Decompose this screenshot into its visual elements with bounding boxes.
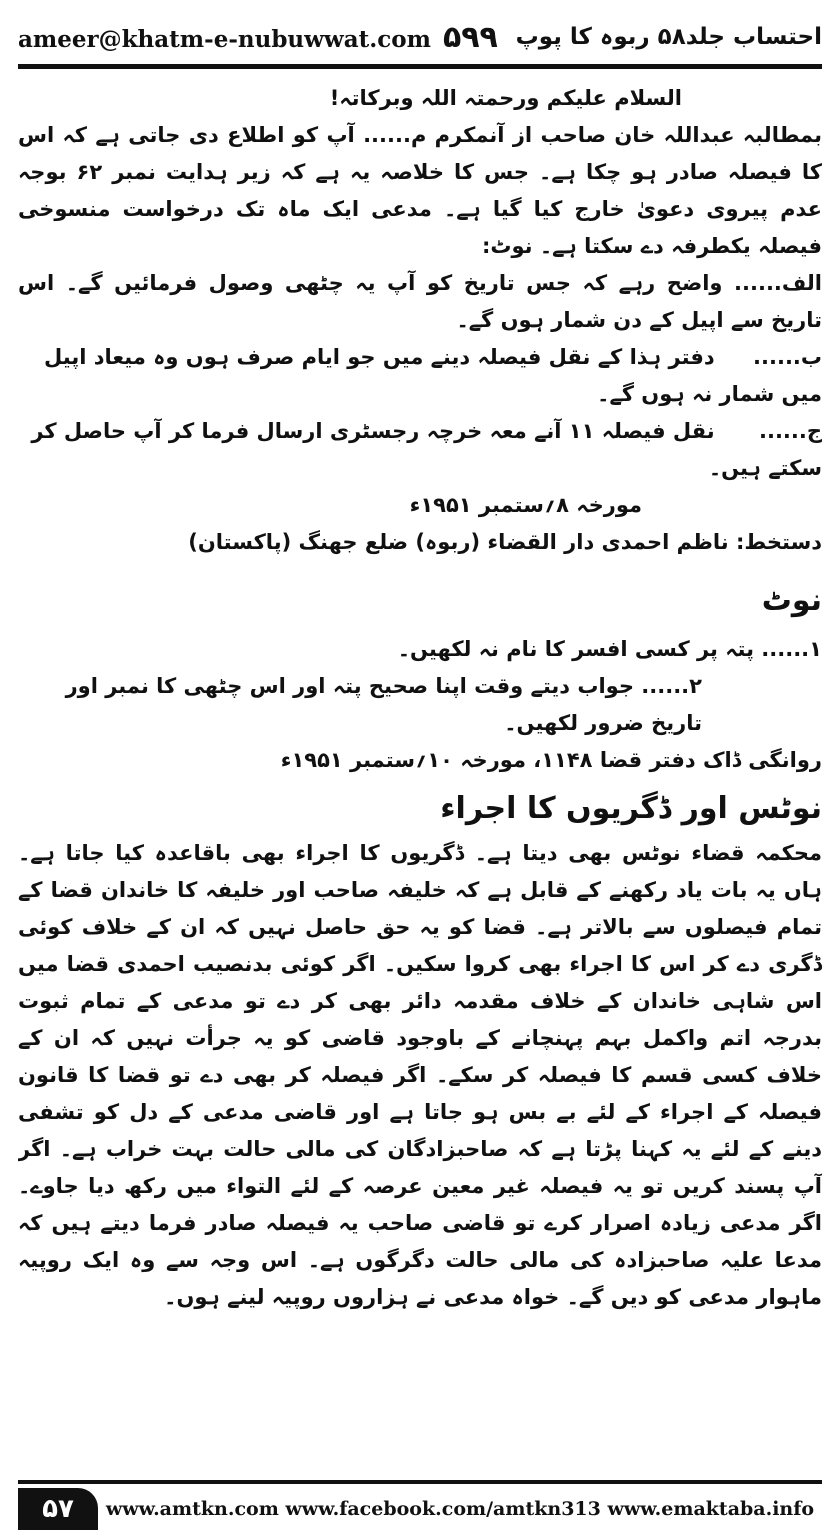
note-item-be xyxy=(18,339,822,413)
item-label: الف...... xyxy=(734,271,822,295)
note-heading: نوٹ xyxy=(761,583,822,618)
header-left xyxy=(18,20,498,55)
page-footer xyxy=(18,1486,822,1532)
section-paragraph: محکمہ قضاء نوٹس بھی دیتا ہے۔ ڈگریوں کا اجراء بھی باقاعدہ کیا جاتا ہے۔ ہاں یہ بات یاد رکھنے کے قابل ہے کہ خلیفہ صاحب اور خلیفہ کا خاندان قضا کے تمام فیصلوں سے بالاتر ہے۔ قضا کو یہ حق حاصل نہیں کہ ان کے خلاف کوئی ڈگری دے کر اس کا اجراء بھی کروا سکیں۔ اگر کوئی بدنصیب احمدی قضا میں اس شاہی خاندان کے خلاف مقدمہ دائر بھی کر دے تو مدعی کے تمام ثبوت بدرجہ اتم واکمل بہم پہنچانے کے باوجود قاضی کو یہ جرأت نہیں کہ ان کے خلاف کسی قسم کا فیصلہ کر سکے۔ اگر فیصلہ کر بھی دے تو قضا کا قانون فیصلہ کے اجراء کے لئے بے بس ہو جاتا ہے اور قاضی مدعی کے دل کو تشفی دینے کے لئے یہ کہنا پڑتا ہے کہ صاحبزادگان کی مالی حالت بہت خراب ہے۔ اگر آپ پسند کریں تو یہ فیصلہ غیر معین عرصہ کے لئے التواء میں رکھ دیا جاوے۔ اگر مدعی زیادہ اصرار کرے تو قاضی صاحب یہ فیصلہ صادر فرما دیتے ہیں کہ مدعا علیہ صاحبزادہ کی مالی حالت دگرگوں ہے۔ اس وجہ سے وہ ایک روپیہ ماہوار مدعی کو دیں گے۔ خواہ مدعی نے ہزاروں روپیہ لینے ہوں۔ xyxy=(18,841,822,1309)
note-item-1: ۱...... پتہ پر کسی افسر کا نام نہ لکھیں۔ xyxy=(397,637,822,661)
signature-line: دستخط: ناظم احمدی دار القضاء (ربوہ) ضلع جھنگ (پاکستان) xyxy=(188,530,822,554)
notice-paragraph: بمطالبہ عبداللہ خان صاحب از آنمکرم م...... آپ کو اطلاع دی جاتی ہے کہ اس کا فیصلہ صادر ہو چکا ہے۔ جس کا خلاصہ یہ ہے کہ زیر ہدایت نمبر ۶۲ بوجہ عدم پیروی دعویٰ خارج کیا گیا ہے۔ مدعی ایک ماہ تک درخواست منسوخی فیصلہ یکطرفہ دے سکتا ہے۔ نوٹ: xyxy=(18,123,822,258)
header-rule xyxy=(18,64,822,69)
footer-links: www.amtkn.com www.facebook.com/amtkn313 www.emaktaba.info xyxy=(105,1498,815,1520)
item-text: نقل فیصلہ ۱۱ آنے معہ خرچہ رجسٹری ارسال فرما کر آپ حاصل کر سکتے ہیں۔ xyxy=(31,419,822,480)
note-item-2: ۲...... جواب دیتے وقت اپنا صحیح پتہ اور اس چٹھی کا نمبر اور تاریخ ضرور لکھیں۔ xyxy=(65,674,702,735)
item-label: ج...... xyxy=(759,419,822,443)
page-header xyxy=(18,14,822,60)
page-body xyxy=(18,80,822,1480)
item-text: دفتر ہذا کے نقل فیصلہ دینے میں جو ایام صرف ہوں وہ میعاد اپیل میں شمار نہ ہوں گے۔ xyxy=(44,345,822,406)
header-email: ameer@khatm-e-nubuwwat.com xyxy=(18,25,431,53)
note-item-alif xyxy=(18,265,822,339)
item-label: ب...... xyxy=(753,345,822,369)
dated-line: مورخہ ۸؍ستمبر ۱۹۵۱ء xyxy=(409,493,642,517)
header-title: احتساب جلد۵۸ ربوہ کا پوپ xyxy=(515,24,822,50)
footer-page-number: ۵۷ xyxy=(18,1488,98,1530)
header-page-number: ۵۹۹ xyxy=(442,19,498,55)
greeting: السلام علیکم ورحمتہ اللہ وبرکاتہ! xyxy=(329,86,682,110)
note-item-jeem xyxy=(18,413,822,487)
item-text: واضح رہے کہ جس تاریخ کو آپ یہ چٹھی وصول فرمائیں گے۔ اس تاریخ سے اپیل کے دن شمار ہوں گے۔ xyxy=(18,271,822,332)
dispatch-line: روانگی ڈاک دفتر قضا ۱۱۴۸، مورخہ ۱۰؍ستمبر ۱۹۵۱ء xyxy=(280,748,822,772)
footer-rule xyxy=(18,1480,822,1484)
section-heading: نوٹس اور ڈگریوں کا اجراء xyxy=(440,791,822,826)
